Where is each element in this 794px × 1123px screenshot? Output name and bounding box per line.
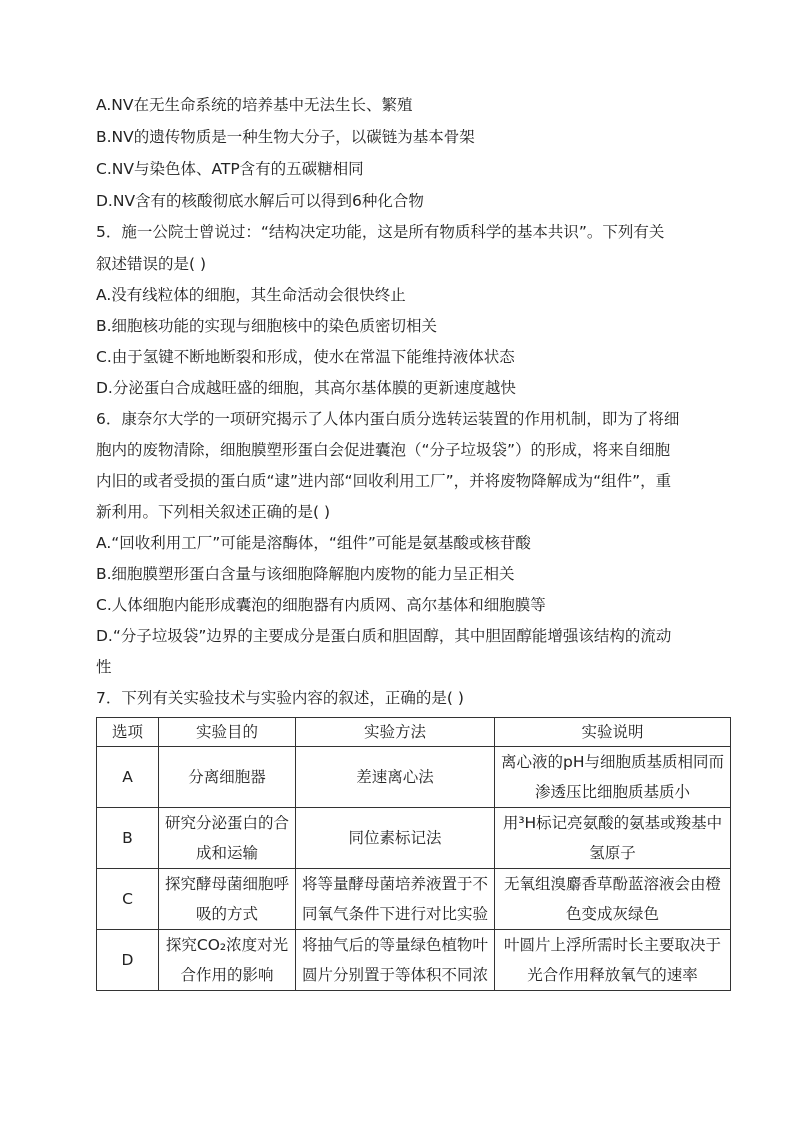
table-row-c xyxy=(97,869,731,930)
cell-purpose xyxy=(159,930,296,991)
cell-text: 渗透压比细胞质基质小 xyxy=(534,783,690,801)
question-6-stem-line4: 新利用。下列相关叙述正确的是( ) xyxy=(96,503,331,521)
header-purpose: 实验目的 xyxy=(159,718,296,747)
cell-text: 用³H标记亮氨酸的氨基或羧基中 xyxy=(502,814,723,832)
question-5-stem-line2: 叙述错误的是( ) xyxy=(96,255,207,273)
question-6-stem-line1: 6．康奈尔大学的一项研究揭示了人体内蛋白质分选转运装置的作用机制，即为了将细 xyxy=(96,410,680,428)
cell-text: 探究酵母菌细胞呼 xyxy=(164,875,289,893)
option-d-q5: D.分泌蛋白合成越旺盛的细胞，其高尔基体膜的更新速度越快 xyxy=(96,379,516,397)
cell-purpose xyxy=(159,747,296,808)
header-method: 实验方法 xyxy=(296,718,495,747)
header-option: 选项 xyxy=(97,718,159,747)
cell-text: D xyxy=(121,951,134,969)
option-c-q4: C.NV与染色体、ATP含有的五碳糖相同 xyxy=(96,160,364,178)
cell-method xyxy=(296,930,495,991)
experiment-table xyxy=(96,717,731,991)
option-c-q5: C.由于氢键不断地断裂和形成，使水在常温下能维持液体状态 xyxy=(96,348,515,366)
question-5-stem-line1: 5．施一公院士曾说过：“结构决定功能，这是所有物质科学的基本共识”。下列有关 xyxy=(96,223,665,241)
cell-text: B xyxy=(122,829,133,847)
cell-text: 将抽气后的等量绿色植物叶 xyxy=(301,936,488,954)
question-6-stem-line2: 胞内的废物清除，细胞膜塑形蛋白会促进囊泡（“分子垃圾袋”）的形成，将来自细胞 xyxy=(96,441,671,459)
option-d-q6-line2: 性 xyxy=(96,658,112,676)
cell-text: 色变成灰绿色 xyxy=(565,905,659,923)
cell-option xyxy=(97,747,159,808)
cell-text: 叶圆片上浮所需时长主要取决于 xyxy=(503,936,721,954)
cell-note xyxy=(495,808,731,869)
table-header-row xyxy=(97,718,731,747)
option-a-q4: A.NV在无生命系统的培养基中无法生长、繁殖 xyxy=(96,96,413,114)
cell-text: A xyxy=(122,768,133,786)
cell-text: 成和运输 xyxy=(195,844,258,862)
cell-note xyxy=(495,747,731,808)
cell-text: 同位素标记法 xyxy=(348,829,442,847)
cell-note xyxy=(495,930,731,991)
cell-text: 探究CO₂浓度对光 xyxy=(165,936,289,954)
cell-text: 合作用的影响 xyxy=(180,966,274,984)
cell-text: 同氧气条件下进行对比实验 xyxy=(301,905,488,923)
cell-text: 无氧组溴麝香草酚蓝溶液会由橙 xyxy=(503,875,721,893)
table-row-b xyxy=(97,808,731,869)
table-row-d xyxy=(97,930,731,991)
cell-text: 分离细胞器 xyxy=(188,768,266,786)
cell-text: 研究分泌蛋白的合 xyxy=(164,814,289,832)
cell-note xyxy=(495,869,731,930)
cell-method xyxy=(296,808,495,869)
option-a-q6: A.“回收利用工厂”可能是溶酶体，“组件”可能是氨基酸或核苷酸 xyxy=(96,534,531,552)
cell-method xyxy=(296,869,495,930)
cell-text: 氢原子 xyxy=(589,844,636,862)
header-note: 实验说明 xyxy=(495,718,731,747)
option-b-q4: B.NV的遗传物质是一种生物大分子，以碳链为基本骨架 xyxy=(96,128,475,146)
option-b-q5: B.细胞核功能的实现与细胞核中的染色质密切相关 xyxy=(96,317,438,335)
cell-purpose xyxy=(159,808,296,869)
cell-option xyxy=(97,808,159,869)
cell-method xyxy=(296,747,495,808)
cell-text: C xyxy=(122,890,133,908)
table-row-a xyxy=(97,747,731,808)
cell-text: 将等量酵母菌培养液置于不 xyxy=(301,875,488,893)
question-7-stem: 7．下列有关实验技术与实验内容的叙述，正确的是( ) xyxy=(96,689,464,707)
option-c-q6: C.人体细胞内能形成囊泡的细胞器有内质网、高尔基体和细胞膜等 xyxy=(96,596,546,614)
option-b-q6: B.细胞膜塑形蛋白含量与该细胞降解胞内废物的能力呈正相关 xyxy=(96,565,515,583)
cell-text: 差速离心法 xyxy=(356,768,434,786)
cell-text: 光合作用释放氧气的速率 xyxy=(527,966,698,984)
option-a-q5: A.没有线粒体的细胞，其生命活动会很快终止 xyxy=(96,286,406,304)
cell-text: 吸的方式 xyxy=(195,905,258,923)
cell-text: 离心液的pH与细胞质基质相同而 xyxy=(501,753,724,771)
cell-purpose xyxy=(159,869,296,930)
option-d-q6-line1: D.“分子垃圾袋”边界的主要成分是蛋白质和胆固醇，其中胆固醇能增强该结构的流动 xyxy=(96,627,672,645)
cell-option xyxy=(97,869,159,930)
option-d-q4: D.NV含有的核酸彻底水解后可以得到6种化合物 xyxy=(96,192,424,210)
cell-text: 圆片分别置于等体积不同浓 xyxy=(301,966,488,984)
cell-option xyxy=(97,930,159,991)
question-6-stem-line3: 内旧的或者受损的蛋白质“逮”进内部“回收利用工厂”，并将废物降解成为“组件”，重 xyxy=(96,472,672,490)
